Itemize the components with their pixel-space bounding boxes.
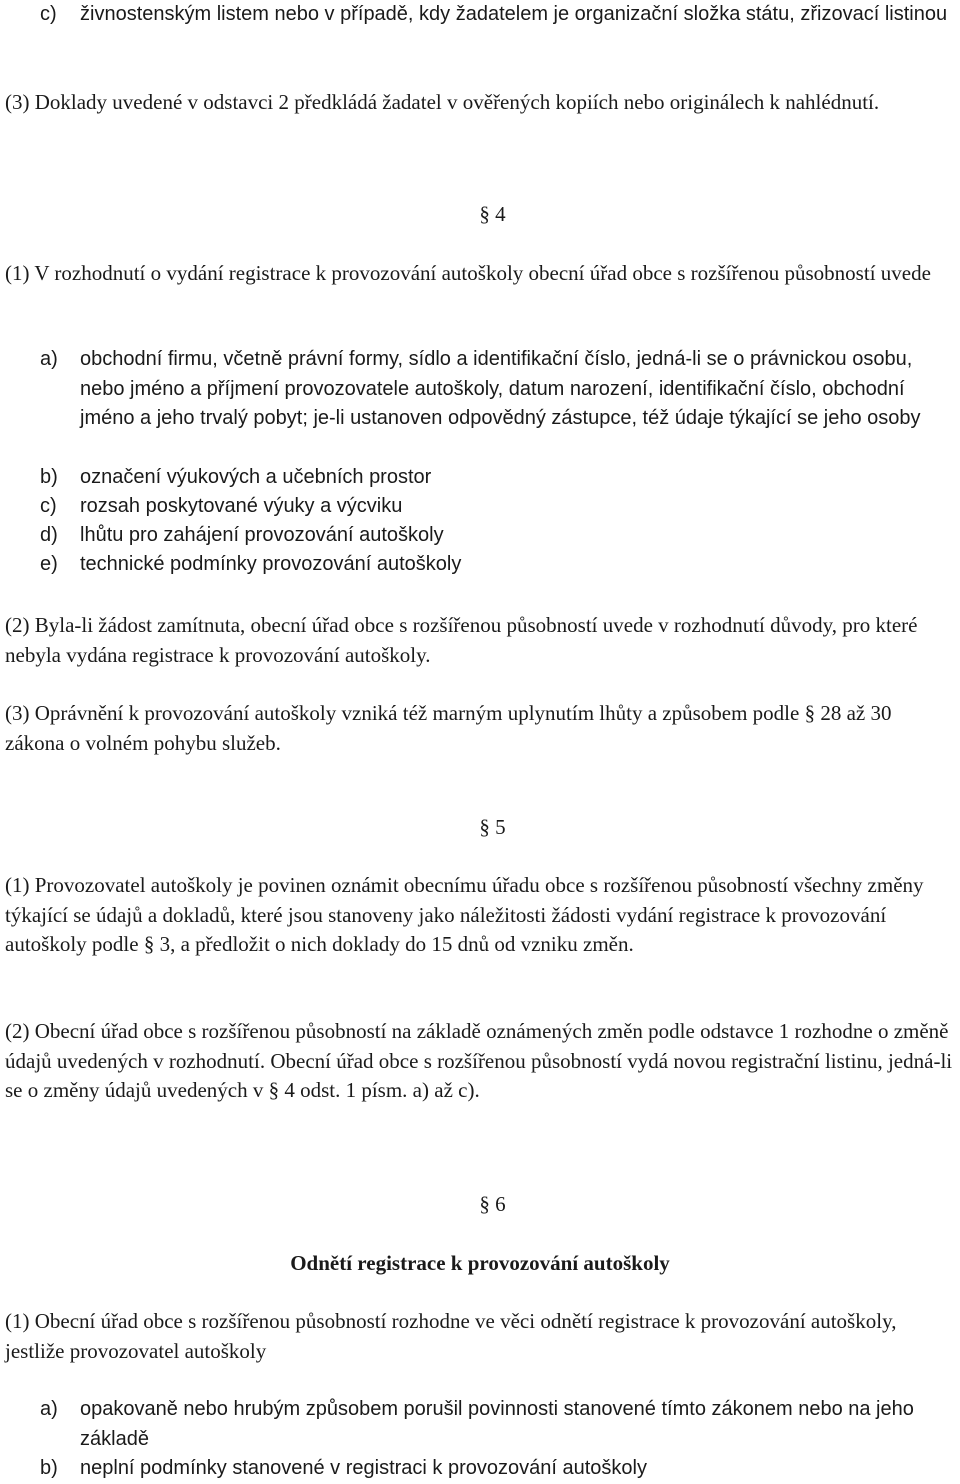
list-item: [40, 463, 956, 493]
list-item-text: neplní podmínky stanovené v registraci k provozování autoškoly: [80, 1457, 647, 1479]
list-item-text: opakovaně nebo hrubým způsobem porušil povinnosti stanovené tímto zákonem nebo na jeho základě: [80, 1398, 914, 1450]
section-4-heading: § 4: [479, 202, 506, 226]
list-item-text: živnostenským listem nebo v případě, kdy žadatelem je organizační složka státu, zřizovací listinou: [80, 3, 948, 25]
list-item-text: rozsah poskytované výuky a výcviku: [80, 495, 403, 517]
section-5-paragraph-2: (2) Obecní úřad obce s rozšířenou působností na základě oznámených změn podle odstavce 1 rozhodne o změně údajů uvedených v rozhodnutí. Obecní úřad obce s rozšířenou působností vydá novou registrační listinu, jedná-li se o změny údajů uvedených v § 4 odst. 1 písm. a) až c).: [5, 1019, 953, 1102]
list-item-label: c): [40, 3, 57, 25]
paragraph-3: (3) Doklady uvedené v odstavci 2 předkládá žadatel v ověřených kopiích nebo originálech k nahlédnutí.: [5, 90, 880, 114]
list-item: [40, 345, 956, 434]
list-item-label: a): [40, 1398, 58, 1420]
list-item-label: b): [40, 466, 58, 488]
list-item: [40, 492, 956, 522]
section-4-paragraph-1: (1) V rozhodnutí o vydání registrace k provozování autoškoly obecní úřad obce s rozšířenou působností uvede: [5, 261, 931, 285]
section-6-heading: § 6: [479, 1192, 506, 1216]
section-5-paragraph-1: (1) Provozovatel autoškoly je povinen oznámit obecnímu úřadu obce s rozšířenou působností všechny změny týkající se údajů a dokladů, které jsou stanoveny jako náležitosti žádosti vydání registrace k provozování autoškoly podle § 3, a předložit o nich doklady do 15 dnů od vzniku změn.: [5, 873, 924, 956]
list-item-text: označení výukových a učebních prostor: [80, 466, 432, 488]
list-item: [40, 1395, 956, 1454]
list-item: [40, 550, 956, 580]
section-6-paragraph-1: (1) Obecní úřad obce s rozšířenou působností rozhodne ve věci odnětí registrace k provozování autoškoly, jestliže provozovatel autoškoly: [5, 1309, 897, 1363]
list-item-label: e): [40, 553, 58, 575]
section-4-paragraph-2: (2) Byla-li žádost zamítnuta, obecní úřad obce s rozšířenou působností uvede v rozhodnutí důvody, pro které nebyla vydána registrace k provozování autoškoly.: [5, 613, 918, 667]
list-item-text: technické podmínky provozování autoškoly: [80, 553, 462, 575]
section-5-heading: § 5: [479, 815, 506, 839]
list-item-text: lhůtu pro zahájení provozování autoškoly: [80, 524, 444, 546]
list-item: [40, 521, 956, 551]
list-item-label: d): [40, 524, 58, 546]
list-item-label: a): [40, 348, 58, 370]
list-item-label: b): [40, 1457, 58, 1479]
list-item-label: c): [40, 495, 57, 517]
list-item: [40, 0, 956, 30]
list-item-text: obchodní firmu, včetně právní formy, sídlo a identifikační číslo, jedná-li se o právnickou osobu, nebo jméno a příjmení provozovatele autoškoly, datum narození, identifikační číslo, obchodní jméno a jeho trvalý pobyt; je-li ustanoven odpovědný zástupce, též údaje týkající se jeho osoby: [80, 348, 921, 429]
section-6-title: Odnětí registrace k provozování autoškoly: [290, 1251, 670, 1275]
list-item: [40, 1454, 956, 1484]
section-4-paragraph-3: (3) Oprávnění k provozování autoškoly vzniká též marným uplynutím lhůty a způsobem podle § 28 až 30 zákona o volném pohybu služeb.: [5, 701, 892, 755]
